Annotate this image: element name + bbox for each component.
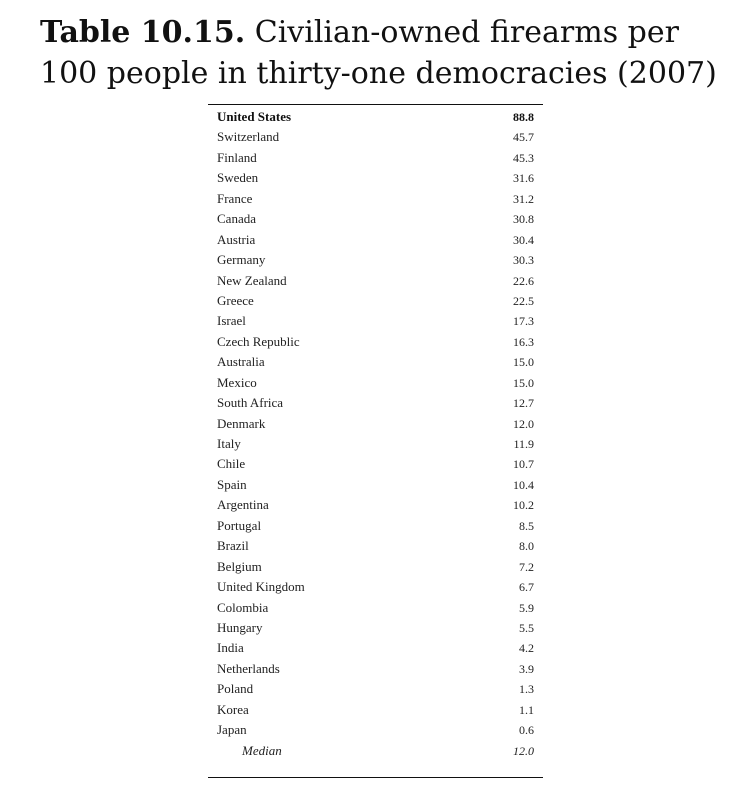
table-row <box>208 434 543 454</box>
country-name: Greece <box>217 292 254 308</box>
table-row <box>208 414 543 434</box>
table-row <box>208 679 543 699</box>
table-row <box>208 659 543 679</box>
country-name: Italy <box>217 436 241 451</box>
table-number: Table 10.15. <box>40 15 246 50</box>
firearms-per-100: 1.1 <box>519 702 534 717</box>
firearms-per-100: 45.7 <box>513 130 534 145</box>
country-name: Switzerland <box>217 129 280 145</box>
table-row <box>208 168 543 188</box>
country-name: Korea <box>217 701 249 717</box>
firearms-per-100: 30.3 <box>513 253 534 268</box>
country-name: South Africa <box>217 395 284 411</box>
country-name: India <box>217 640 244 656</box>
firearms-per-100: 7.2 <box>519 559 534 574</box>
table-row <box>208 332 543 352</box>
table-row <box>208 209 543 229</box>
country-name: Chile <box>217 456 246 472</box>
table-body <box>208 107 543 741</box>
table-row <box>208 618 543 638</box>
table-row <box>208 638 543 658</box>
table-row <box>208 271 543 291</box>
median-row <box>208 741 543 761</box>
table-row <box>208 250 543 270</box>
firearms-per-100: 22.5 <box>513 293 534 308</box>
table-row <box>208 720 543 740</box>
table-row <box>208 107 543 127</box>
country-name: Germany <box>217 252 266 268</box>
firearms-per-100: 5.9 <box>519 600 534 615</box>
country-name: Argentina <box>217 497 269 513</box>
firearms-table <box>208 104 543 778</box>
country-name: New Zealand <box>217 272 287 288</box>
median-label: Median <box>242 742 282 758</box>
table-row <box>208 311 543 331</box>
firearms-per-100: 1.3 <box>519 682 534 697</box>
firearms-per-100: 10.4 <box>513 477 534 492</box>
country-name: United States <box>217 109 292 124</box>
country-name: Portugal <box>217 517 262 533</box>
country-name: Belgium <box>217 558 262 574</box>
firearms-per-100: 0.6 <box>519 723 534 738</box>
firearms-per-100: 15.0 <box>513 375 534 390</box>
country-name: Denmark <box>217 415 266 431</box>
firearms-per-100: 10.7 <box>513 457 534 472</box>
country-name: Colombia <box>217 599 269 615</box>
table-row <box>208 454 543 474</box>
table-row <box>208 393 543 413</box>
country-name: Brazil <box>217 538 249 554</box>
country-name: Czech Republic <box>217 333 300 349</box>
table-row <box>208 148 543 168</box>
firearms-per-100: 31.6 <box>513 171 534 186</box>
firearms-per-100: 5.5 <box>519 620 534 635</box>
country-name: Japan <box>217 722 247 738</box>
firearms-per-100: 31.2 <box>513 191 534 206</box>
firearms-per-100: 4.2 <box>519 641 534 656</box>
median-value: 12.0 <box>513 743 534 758</box>
table-row <box>208 557 543 577</box>
table-row <box>208 598 543 618</box>
country-name: Finland <box>217 149 257 165</box>
country-name: Austria <box>217 231 256 247</box>
country-name: Mexico <box>217 374 257 390</box>
table-row <box>208 516 543 536</box>
firearms-per-100: 11.9 <box>513 437 534 451</box>
table-caption <box>40 12 730 94</box>
table-row <box>208 700 543 720</box>
firearms-per-100: 15.0 <box>513 355 534 370</box>
firearms-per-100: 8.5 <box>519 518 534 533</box>
country-name: France <box>217 190 253 206</box>
table-row <box>208 536 543 556</box>
country-name: Australia <box>217 354 265 370</box>
firearms-per-100: 8.0 <box>519 539 534 554</box>
country-name: Canada <box>217 211 256 227</box>
country-name: Netherlands <box>217 660 280 676</box>
table-row <box>208 495 543 515</box>
firearms-per-100: 22.6 <box>513 273 534 288</box>
table-row <box>208 475 543 495</box>
firearms-per-100: 6.7 <box>519 580 534 595</box>
firearms-per-100: 30.4 <box>513 232 534 247</box>
firearms-per-100: 45.3 <box>513 150 534 165</box>
firearms-per-100: 88.8 <box>513 110 534 124</box>
table-row <box>208 352 543 372</box>
firearms-per-100: 16.3 <box>513 334 534 349</box>
country-name: Israel <box>217 313 246 329</box>
table-row <box>208 127 543 147</box>
country-name: Sweden <box>217 170 259 186</box>
firearms-per-100: 3.9 <box>519 661 534 676</box>
country-name: Spain <box>217 476 247 492</box>
country-name: Poland <box>217 681 254 697</box>
table-row <box>208 577 543 597</box>
firearms-per-100: 12.0 <box>513 416 534 431</box>
table-title: Civilian-owned firearms per 100 people in thirty-one democracies (2007) <box>40 15 717 91</box>
firearms-per-100: 10.2 <box>513 498 534 513</box>
firearms-per-100: 12.7 <box>513 396 534 411</box>
table-row <box>208 230 543 250</box>
country-name: Hungary <box>217 619 263 635</box>
firearms-per-100: 30.8 <box>513 212 534 227</box>
table-row <box>208 373 543 393</box>
table-row <box>208 189 543 209</box>
table-row <box>208 291 543 311</box>
country-name: United Kingdom <box>217 579 305 595</box>
firearms-per-100: 17.3 <box>513 314 534 329</box>
